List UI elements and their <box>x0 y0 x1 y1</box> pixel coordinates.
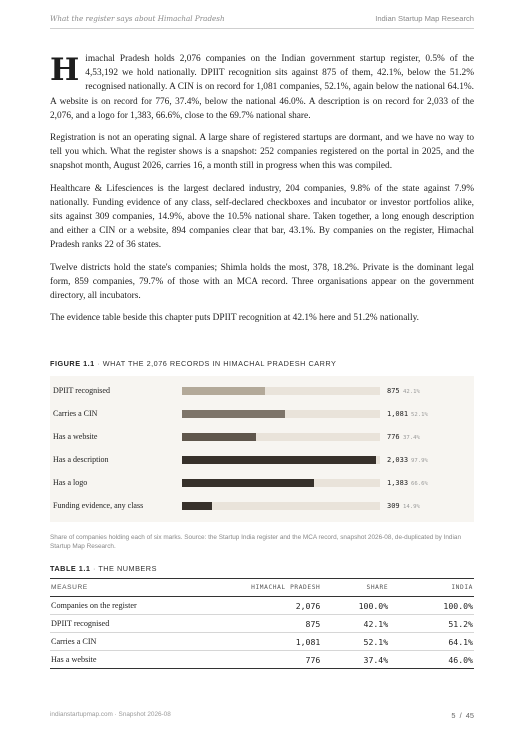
series-title: Indian Startup Map Research <box>375 14 474 23</box>
bar <box>182 456 376 464</box>
bar-percent-label: 52.1% <box>411 411 428 418</box>
bar-count-label: 309 <box>387 502 400 510</box>
bar-percent-label: 42.1% <box>403 388 420 395</box>
page-number <box>451 711 474 720</box>
bar-label: Has a website <box>53 432 98 441</box>
figure-title-separator: · <box>97 359 101 368</box>
cell-state-value: 776 <box>237 651 322 669</box>
paragraph-1-text: imachal Pradesh holds 2,076 companies on the Indian government startup register, 0.5% of the 4,53,192 we hold nationally. DPIIT recognition sits against 875 of them, 42.1%, below the 51.2% recognised nationally. A CIN is on record for 1,081 companies, 52.1%, again below the national 64.1%. A website is on record for 776, 37.4%, below the national 46.0%. A description is on record for 2,033 of the 2,076, and a logo for 1,383, 66.6%, close to the 69.7% national share. <box>50 54 474 121</box>
cell-share: 100.0% <box>321 597 389 615</box>
column-header-india: INDIA <box>389 579 474 597</box>
bar-track <box>182 502 380 510</box>
bar-count-label: 1,383 <box>387 479 409 487</box>
bar-label: Carries a CIN <box>53 409 98 418</box>
chapter-body <box>50 52 474 333</box>
cell-state-value: 1,081 <box>237 633 322 651</box>
table-title-separator: · <box>92 564 96 573</box>
bar-percent-label: 14.9% <box>403 503 420 510</box>
bar-count-label: 2,033 <box>387 456 409 464</box>
table-title-text: THE NUMBERS <box>98 564 157 573</box>
header-rule <box>50 28 474 29</box>
paragraph-3: Healthcare & Lifesciences is the largest declared industry, 204 companies, 9.8% of the state against 7.9% nationally. Funding evidence of any class, self-declared checkboxes and incubator or investor portfolios alike, sits against 309 companies, 14.9%, above the 10.5% national share. Taken together, a long enough description and either a CIN or a website, 894 companies clear that bar, 43.1%. By companies on the register, Himachal Pradesh ranks 22 of 36 states. <box>50 183 474 251</box>
bar <box>182 479 314 487</box>
column-header-share: SHARE <box>321 579 389 597</box>
cell-share: 37.4% <box>321 651 389 669</box>
bar <box>182 410 285 418</box>
bar-percent-label: 97.9% <box>411 457 428 464</box>
cell-india: 51.2% <box>389 615 474 633</box>
table-label: TABLE 1.1 <box>50 564 91 573</box>
cell-india: 46.0% <box>389 651 474 669</box>
cell-measure: Carries a CIN <box>50 633 237 651</box>
table-row <box>50 597 474 615</box>
figure-caption: Share of companies holding each of six marks. Source: the Startup India register and the MCA record, snapshot 2026-08, de-duplicated by Indian Startup Map Research. <box>50 534 462 550</box>
table-row <box>50 633 474 651</box>
running-title: What the register says about Himachal Pradesh <box>50 14 225 23</box>
paragraph-2: Registration is not an operating signal. A large share of registered startups are dormant, and we have no way to tell you which. What the register shows is a snapshot: 252 companies registered on the portal in 2025, and the snapshot month, August 2026, carries 16, a month still in progress when this was compiled. <box>50 133 474 172</box>
bar-label: Has a description <box>53 455 109 464</box>
figure-label: FIGURE 1.1 <box>50 359 95 368</box>
bar-chart <box>50 376 474 522</box>
cell-share: 42.1% <box>321 615 389 633</box>
cell-measure: Companies on the register <box>50 597 237 615</box>
column-header-state: HIMACHAL PRADESH <box>237 579 322 597</box>
paragraph-4: Twelve districts hold the state's companies; Shimla holds the most, 378, 18.2%. Private is the dominant legal form, 859 companies, 79.7% of those with an MCA record. Three organisations appear on the government directory, all incubators. <box>50 262 474 302</box>
cell-share: 52.1% <box>321 633 389 651</box>
bar-label: DPIIT recognised <box>53 386 110 395</box>
bar-percent-label: 66.6% <box>411 480 428 487</box>
bar-count-label: 1,081 <box>387 410 409 418</box>
table-row <box>50 615 474 633</box>
bar-count-label: 776 <box>387 433 400 441</box>
figure-title-text: WHAT THE 2,076 RECORDS IN HIMACHAL PRADESH CARRY <box>102 359 337 368</box>
current-page: 5 <box>451 711 456 720</box>
drop-cap: H <box>50 52 80 88</box>
cell-state-value: 2,076 <box>237 597 322 615</box>
bar-label: Has a logo <box>53 478 88 487</box>
cell-india: 64.1% <box>389 633 474 651</box>
total-pages: 45 <box>465 711 474 720</box>
table-row <box>50 651 474 669</box>
paragraph-5: The evidence table beside this chapter puts DPIIT recognition at 42.1% here and 51.2% nationally. <box>50 313 419 324</box>
bar <box>182 433 256 441</box>
bar-count-label: 875 <box>387 387 400 395</box>
bar <box>182 387 265 395</box>
cell-state-value: 875 <box>237 615 322 633</box>
table-title <box>50 564 157 573</box>
column-header-measure: MEASURE <box>50 579 237 597</box>
numbers-table <box>50 578 474 669</box>
footer-source: indianstartupmap.com · Snapshot 2026-08 <box>50 711 171 718</box>
bar-label: Funding evidence, any class <box>53 501 144 510</box>
cell-india: 100.0% <box>389 597 474 615</box>
paragraph-1 <box>50 52 474 123</box>
bar <box>182 502 212 510</box>
bar-percent-label: 37.4% <box>403 434 420 441</box>
figure-title <box>50 359 336 368</box>
page-separator: / <box>459 711 462 720</box>
table-header-row <box>50 579 474 597</box>
cell-measure: Has a website <box>50 651 237 669</box>
cell-measure: DPIIT recognised <box>50 615 237 633</box>
